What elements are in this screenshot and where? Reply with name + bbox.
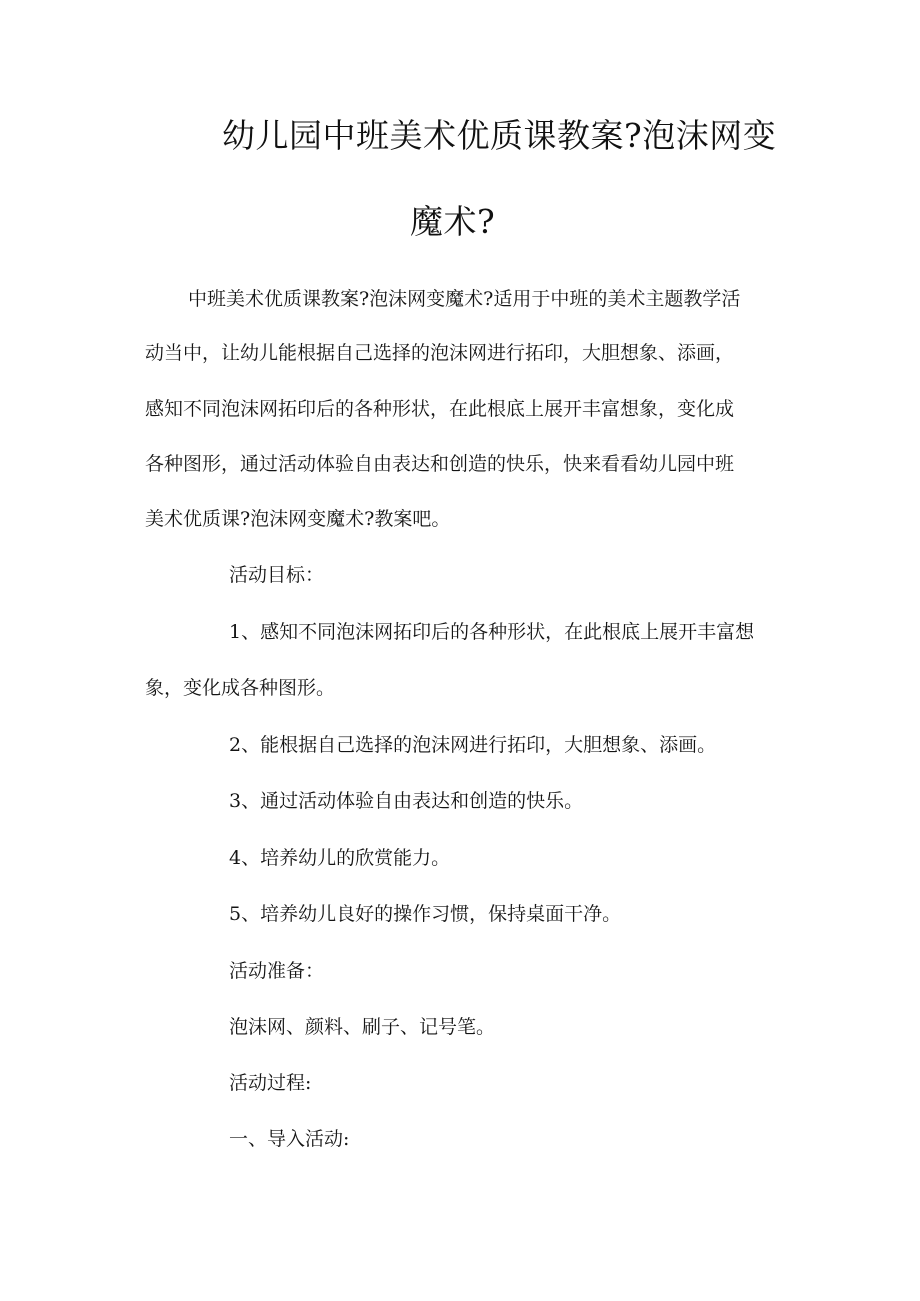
- process-heading: 活动过程:: [229, 1072, 312, 1094]
- goals-heading: 活动目标：: [229, 564, 325, 586]
- intro-line-2: 动当中，让幼儿能根据自己选择的泡沫网进行拓印，大胆想象、添画，: [145, 342, 735, 364]
- goal-1-line-1: 1、感知不同泡沫网拓印后的各种形状，在此根底上展开丰富想: [229, 621, 755, 643]
- intro-line-5: 美术优质课?泡沫网变魔术?教案吧。: [145, 508, 451, 530]
- goal-1-line-2: 象，变化成各种图形。: [145, 677, 336, 699]
- step-1-heading: 一、导入活动:: [229, 1128, 350, 1150]
- intro-line-4: 各种图形，通过活动体验自由表达和创造的快乐，快来看看幼儿园中班: [145, 453, 735, 475]
- intro-line-3: 感知不同泡沫网拓印后的各种形状，在此根底上展开丰富想象，变化成: [145, 398, 735, 420]
- goal-5: 5、培养幼儿良好的操作习惯，保持桌面干净。: [229, 903, 622, 925]
- goal-4: 4、培养幼儿的欣赏能力。: [229, 847, 451, 869]
- intro-line-1: 中班美术优质课教案?泡沫网变魔术?适用于中班的美术主题教学活: [188, 288, 741, 310]
- document-title-line-1: 幼儿园中班美术优质课教案?泡沫网变: [222, 116, 777, 155]
- document-title-line-2: 魔术?: [410, 202, 496, 241]
- goal-3: 3、通过活动体验自由表达和创造的快乐。: [229, 790, 584, 812]
- prep-items: 泡沫网、颜料、刷子、记号笔。: [229, 1016, 496, 1038]
- goal-2: 2、能根据自己选择的泡沫网进行拓印，大胆想象、添画。: [229, 734, 717, 756]
- prep-heading: 活动准备：: [229, 960, 325, 982]
